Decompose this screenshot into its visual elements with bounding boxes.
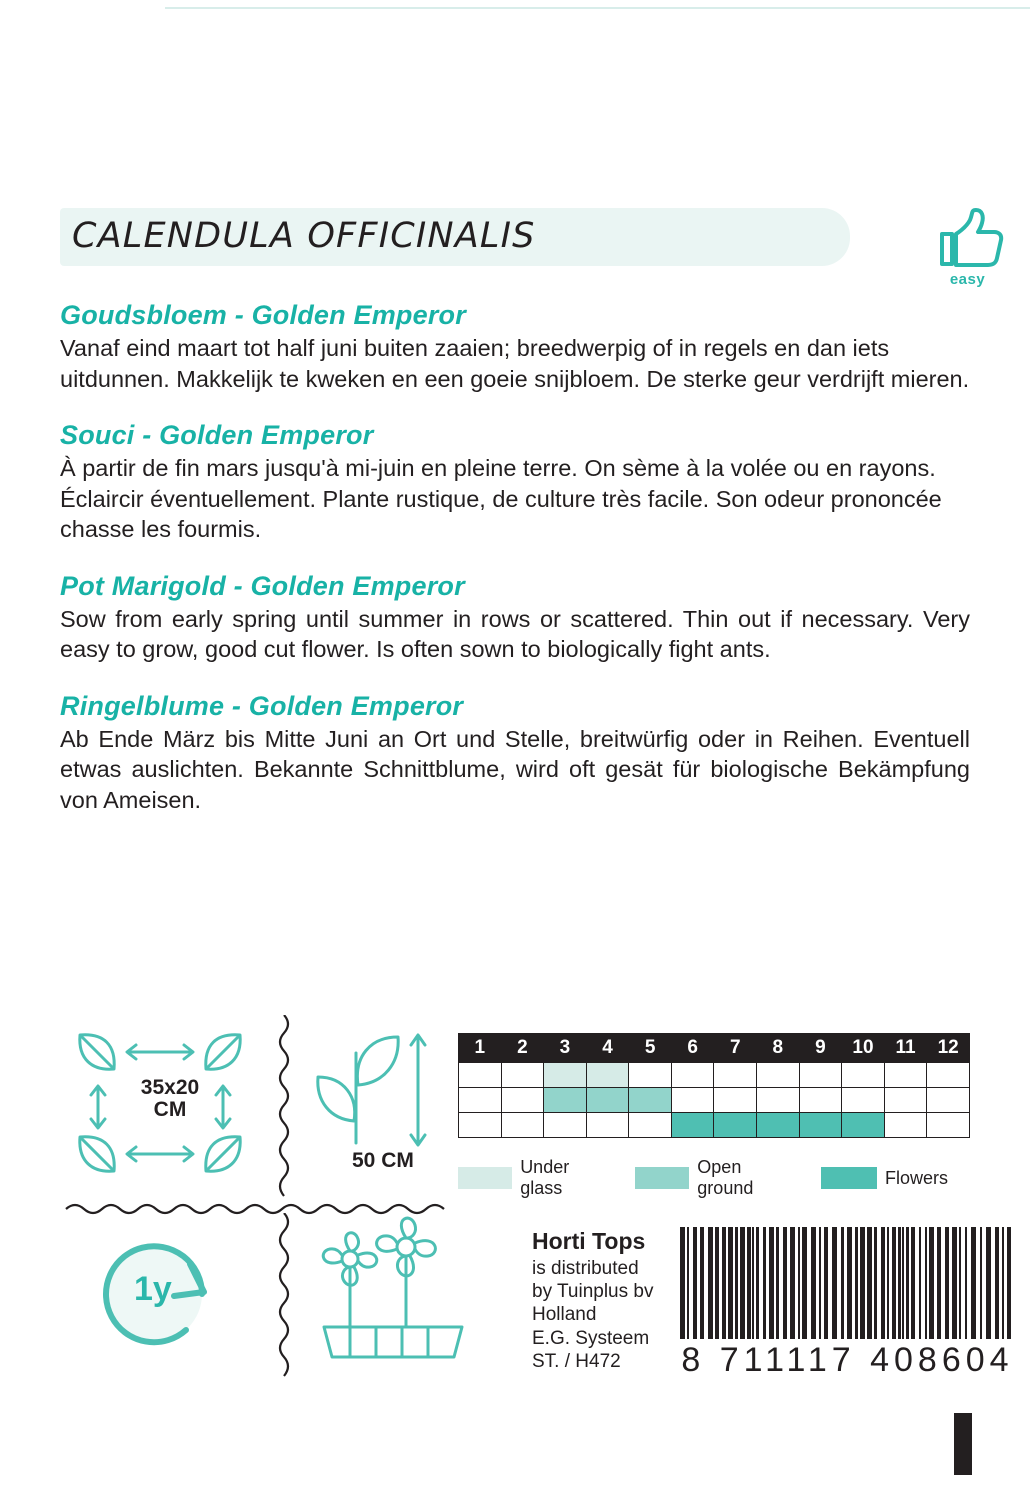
legend-swatch-open-ground xyxy=(635,1167,689,1189)
month-header: 5 xyxy=(629,1034,672,1063)
legend-item-flowers xyxy=(821,1167,948,1189)
lang-body-fr: À partir de fin mars jusqu'à mi-juin en pleine terre. On sème à la volée ou en rayons. Éclaircir éventuellement. Plante rustique, de culture très facile. Son odeur prononcée chasse les fourmis. xyxy=(60,455,942,543)
month-header: 1 xyxy=(459,1034,502,1063)
easy-label: easy xyxy=(949,271,986,288)
calendar-cell xyxy=(671,1088,714,1113)
calendar-cell xyxy=(586,1088,629,1113)
month-header: 12 xyxy=(927,1034,970,1063)
barcode-bars xyxy=(680,1227,1015,1339)
flower-bed-icon xyxy=(310,1215,475,1370)
month-header: 2 xyxy=(501,1034,544,1063)
lang-body-nl: Vanaf eind maart tot half juni buiten zaaien; breedwerpig of in regels en dan iets uitdunnen. Makkelijk te kweken en een goeie snijbloem. De sterke geur verdrijft mieren. xyxy=(60,335,970,392)
wavy-divider-vertical-bottom xyxy=(272,1213,296,1378)
sowing-calendar xyxy=(458,1033,970,1138)
month-header: 7 xyxy=(714,1034,757,1063)
calendar-cell xyxy=(842,1113,885,1138)
month-header: 11 xyxy=(884,1034,927,1063)
language-block-nl xyxy=(60,300,970,394)
brand-name: Horti Tops xyxy=(532,1228,646,1254)
calendar-cell xyxy=(629,1113,672,1138)
lang-title-nl: Goudsbloem - Golden Emperor xyxy=(60,300,466,330)
calendar-table xyxy=(458,1033,970,1138)
legend-item-under-glass xyxy=(458,1157,613,1199)
calendar-cell xyxy=(459,1113,502,1138)
legend-label-open-ground: Open ground xyxy=(697,1157,754,1198)
calendar-cell xyxy=(799,1063,842,1088)
calendar-cell xyxy=(927,1113,970,1138)
calendar-cell xyxy=(927,1063,970,1088)
month-header: 9 xyxy=(799,1034,842,1063)
distributor-line-1: is distributed xyxy=(532,1258,639,1280)
calendar-cell xyxy=(501,1113,544,1138)
legend-swatch-flowers xyxy=(821,1167,877,1189)
calendar-cell xyxy=(459,1088,502,1113)
calendar-cell xyxy=(714,1088,757,1113)
month-header: 4 xyxy=(586,1034,629,1063)
calendar-cell xyxy=(671,1113,714,1138)
lang-body-de: Ab Ende März bis Mitte Juni an Ort und Stelle, breitwürfig oder in Reihen. Eventuell etwas auslichten. Bekannte Schnittblume, wird oft gesät für biologische Bekämpfung von Ameisen. xyxy=(60,725,970,813)
calendar-cell xyxy=(586,1113,629,1138)
wavy-divider-vertical-top xyxy=(272,1015,296,1200)
barcode-digits: 8 711117 408604 xyxy=(681,1341,1014,1379)
language-block-de xyxy=(60,691,970,816)
lang-title-en: Pot Marigold - Golden Emperor xyxy=(60,570,465,601)
calendar-row-flowers xyxy=(459,1113,970,1138)
calendar-cell xyxy=(799,1113,842,1138)
month-header: 10 xyxy=(842,1034,885,1063)
height-plant-arrow xyxy=(300,1023,460,1158)
species-banner xyxy=(60,208,850,266)
calendar-cell xyxy=(586,1063,629,1088)
calendar-cell xyxy=(842,1088,885,1113)
calendar-cell xyxy=(842,1063,885,1088)
distributor-line-2: by Tuinplus bv xyxy=(532,1281,654,1303)
calendar-header-row xyxy=(459,1034,970,1063)
top-divider xyxy=(165,7,1030,9)
legend-label-flowers: Flowers xyxy=(884,1167,948,1188)
month-header: 8 xyxy=(757,1034,800,1063)
calendar-cell xyxy=(544,1088,587,1113)
calendar-cell xyxy=(927,1088,970,1113)
lang-title-fr: Souci - Golden Emperor xyxy=(60,420,374,451)
distributor-block xyxy=(532,1227,653,1373)
easy-badge xyxy=(920,208,1015,288)
plant-height-value: 50 CM xyxy=(352,1149,414,1172)
calendar-row-open-ground xyxy=(459,1088,970,1113)
language-block-fr xyxy=(60,420,970,545)
lifecycle-value: 1y xyxy=(134,1270,172,1308)
species-name: CALENDULA OFFICINALIS xyxy=(72,216,536,256)
plant-spacing-value xyxy=(120,1077,220,1121)
distributor-line-3: Holland xyxy=(532,1304,597,1326)
seed-packet-content xyxy=(60,208,986,815)
spacing-unit: CM xyxy=(153,1098,187,1122)
calendar-cell xyxy=(501,1088,544,1113)
spacing-distance: 35x20 xyxy=(140,1076,200,1099)
icon-grid xyxy=(60,1015,450,1375)
calendar-cell xyxy=(671,1063,714,1088)
calendar-cell xyxy=(757,1063,800,1088)
distributor-line-5: ST. / H472 xyxy=(532,1350,621,1372)
barcode xyxy=(680,1227,1015,1380)
calendar-cell xyxy=(459,1063,502,1088)
calendar-cell xyxy=(501,1063,544,1088)
legend-label-under-glass: Under glass xyxy=(520,1157,570,1198)
calendar-cell xyxy=(757,1113,800,1138)
legend-item-open-ground xyxy=(635,1157,799,1199)
lifecycle-icon xyxy=(78,1220,258,1370)
month-header: 3 xyxy=(544,1034,587,1063)
calendar-cell xyxy=(799,1088,842,1113)
calendar-cell xyxy=(884,1088,927,1113)
month-header: 6 xyxy=(671,1034,714,1063)
plant-height-icon xyxy=(300,1023,470,1188)
calendar-row-under-glass xyxy=(459,1063,970,1088)
lang-body-en: Sow from early spring until summer in rows or scattered. Thin out if necessary. Very easy to grow, good cut flower. Is often sown to biologically fight ants. xyxy=(60,605,970,663)
thumbs-up-icon xyxy=(932,208,1004,270)
lang-title-de: Ringelblume - Golden Emperor xyxy=(60,690,464,721)
distributor-line-4: E.G. Systeem xyxy=(532,1327,650,1349)
calendar-cell xyxy=(544,1113,587,1138)
calendar-cell xyxy=(629,1088,672,1113)
calendar-cell xyxy=(884,1113,927,1138)
calendar-cell xyxy=(544,1063,587,1088)
plant-spacing-icon xyxy=(68,1025,253,1185)
flowers-in-box-icon xyxy=(310,1215,475,1365)
calendar-cell xyxy=(757,1088,800,1113)
language-block-en xyxy=(60,571,970,665)
print-register-mark xyxy=(954,1413,972,1475)
calendar-cell xyxy=(884,1063,927,1088)
calendar-cell xyxy=(629,1063,672,1088)
calendar-legend xyxy=(458,1157,970,1199)
legend-swatch-under-glass xyxy=(458,1167,512,1189)
calendar-cell xyxy=(714,1113,757,1138)
calendar-cell xyxy=(714,1063,757,1088)
